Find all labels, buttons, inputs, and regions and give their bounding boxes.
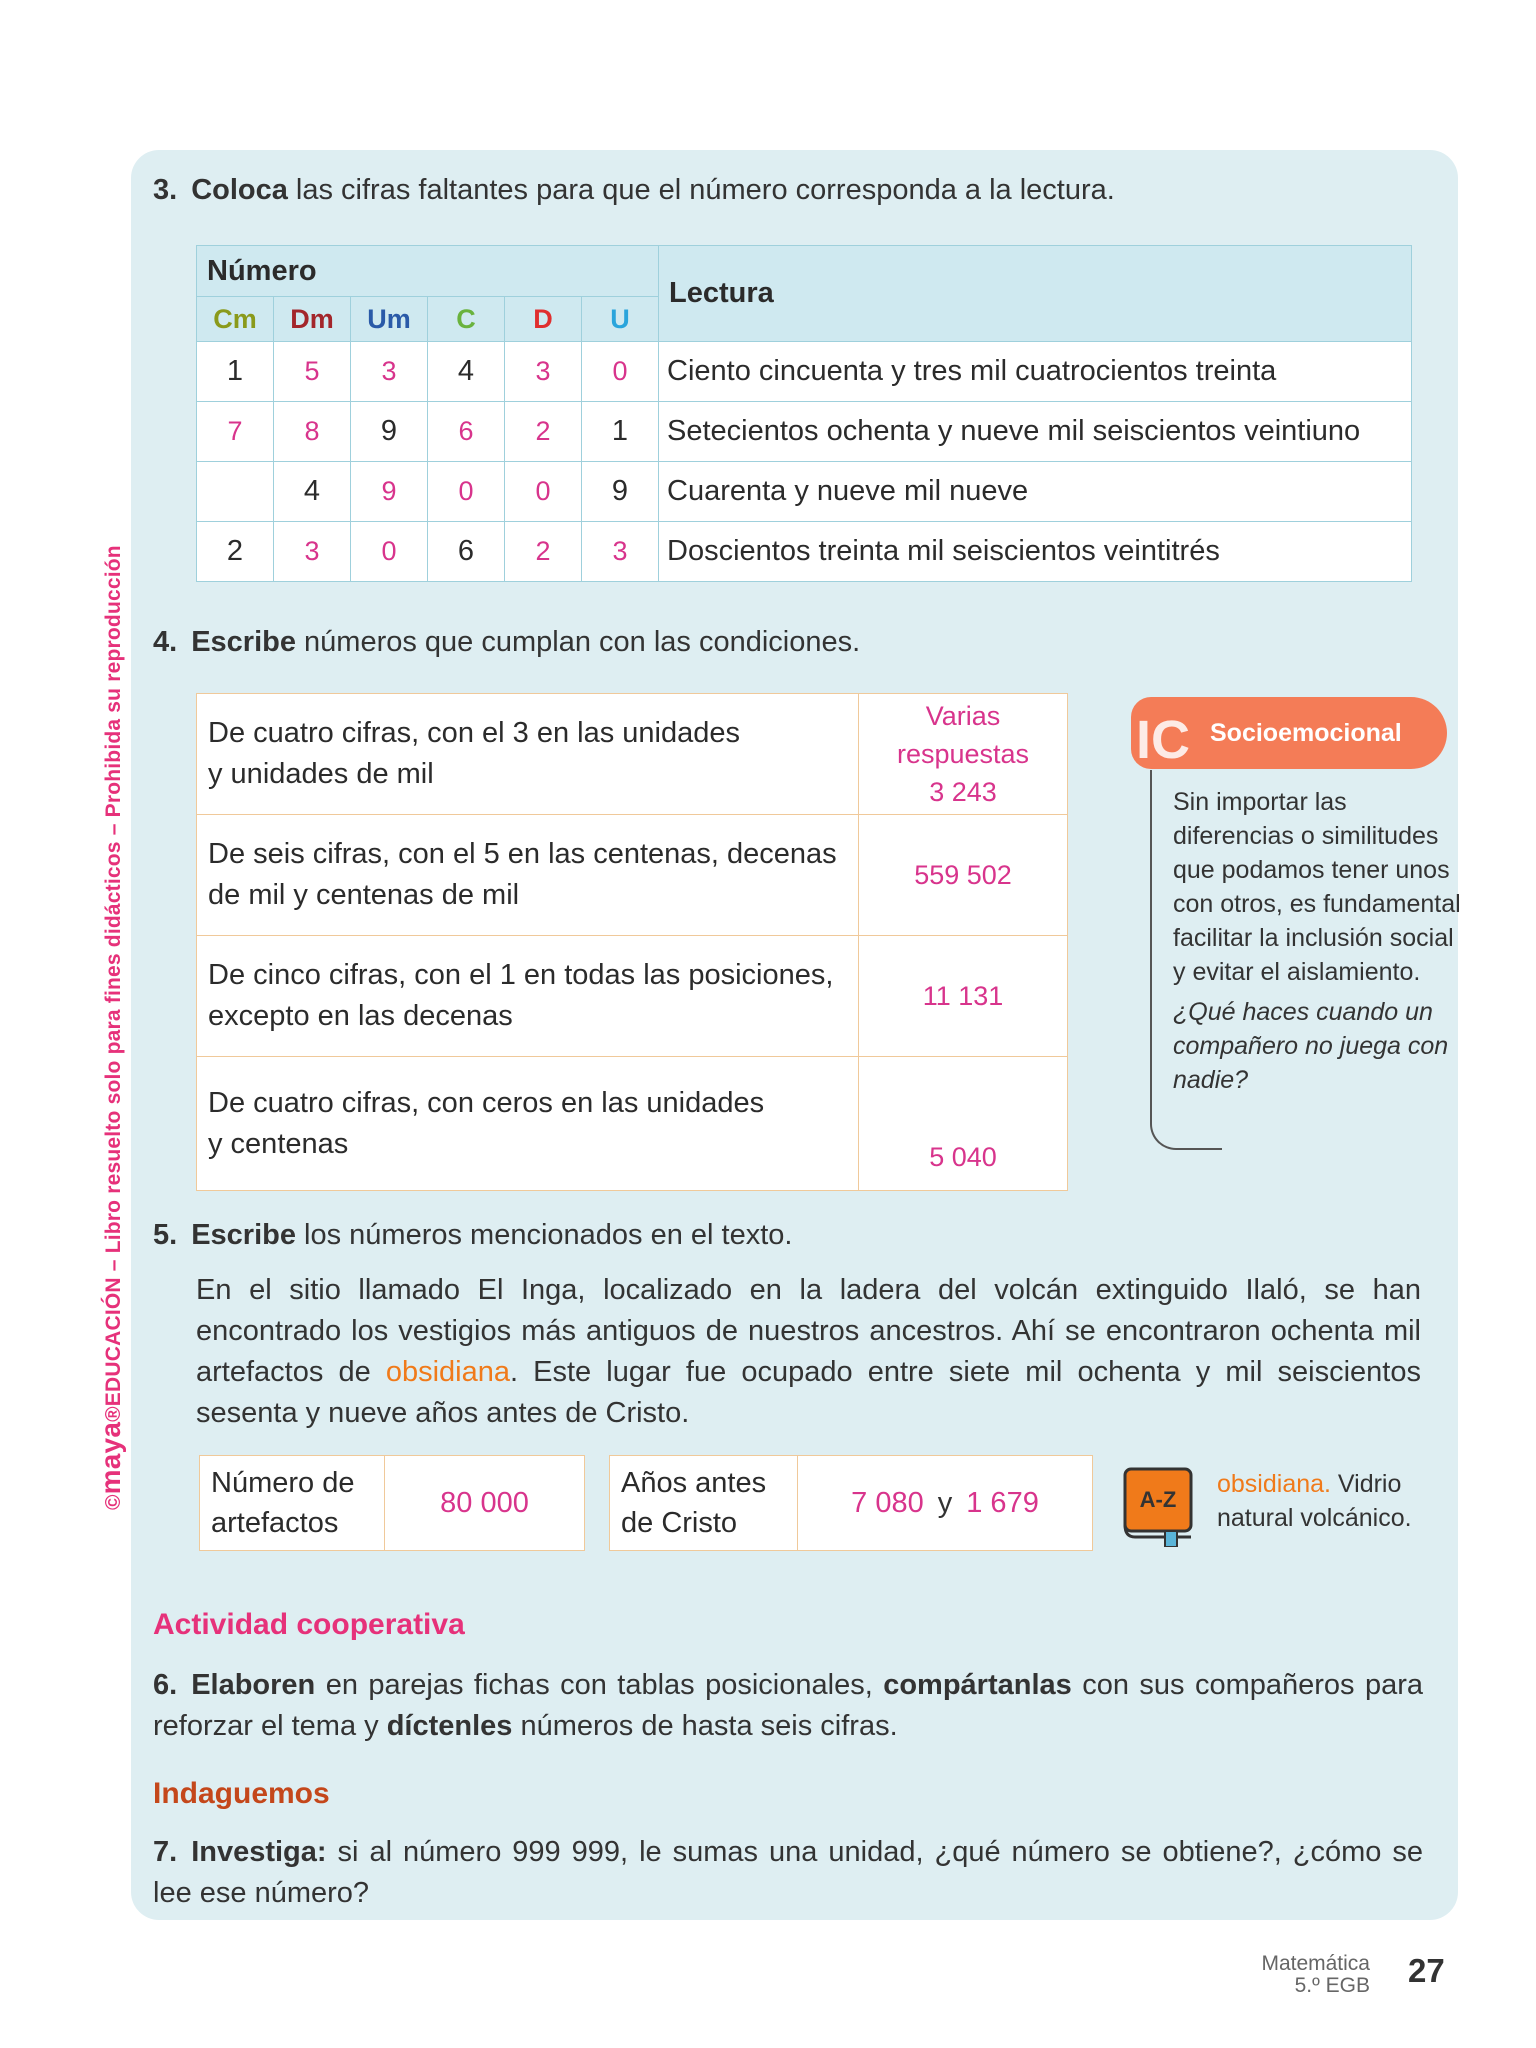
digit-cell: 8 (274, 402, 351, 462)
side-note-text: EDUCACIÓN – Libro resuelto solo para fines didácticos – Prohibida su reproducción (102, 545, 125, 1407)
verb-1: Elaboren (191, 1669, 316, 1701)
digit-cell: 4 (274, 462, 351, 522)
gloss-definition: Vidrio natural volcánico. (1217, 1470, 1412, 1532)
dictionary-book-icon (1123, 1465, 1195, 1547)
digit-cell: 9 (582, 462, 659, 522)
header-lectura: Lectura (659, 246, 1412, 342)
digit-cell: 9 (351, 402, 428, 462)
years-value-b: 1 679 (966, 1487, 1039, 1519)
section-cooperative-title: Actividad cooperativa (153, 1608, 465, 1641)
header-numero: Número (197, 246, 659, 297)
question-number: 7. (153, 1836, 178, 1868)
artifacts-label (200, 1456, 385, 1551)
years-box (609, 1455, 1093, 1551)
condition-line: De seis cifras, con el 5 en las centenas, decenas (208, 838, 837, 870)
text-1: en parejas fichas con tablas posicionales, (315, 1669, 884, 1701)
condition-line: De cinco cifras, con el 1 en todas las posiciones, (208, 959, 834, 991)
digit-cell: 3 (274, 522, 351, 582)
paragraph-part-a: En el sitio llamado El Inga, localizado en la ladera del volcán extinguido Ilaló, se han encontrado los vestigios más antiguos de nuestros ancestros. Ahí se encontraron ochenta mil artefactos de (196, 1274, 1421, 1388)
question-7-prompt (153, 1832, 1423, 1914)
socioemocional-title: Socioemocional (1210, 719, 1402, 747)
digit-cell: 2 (505, 402, 582, 462)
socioemocional-body (1173, 785, 1463, 1097)
years-and: y (937, 1487, 953, 1519)
answer-cell (859, 1057, 1068, 1191)
condition-line: De cuatro cifras, con ceros en las unidades (208, 1086, 765, 1119)
table-row (197, 522, 1412, 582)
digit-cell: 1 (197, 342, 274, 402)
digit-cell: 5 (274, 342, 351, 402)
table-row (197, 694, 1068, 815)
question-number: 5. (153, 1219, 178, 1251)
brand-logo-text: maya (95, 1421, 126, 1495)
paragraph-part-b: . Este lugar fue ocupado entre siete mil ochenta y mil seiscientos sesenta y nueve años antes de Cristo. (196, 1356, 1421, 1429)
digit-cell (197, 462, 274, 522)
table-row (197, 402, 1412, 462)
answer-line: 11 131 (922, 981, 1004, 1011)
question-text: las cifras faltantes para que el número corresponda a la lectura. (287, 174, 1115, 206)
answer-line: 559 502 (914, 860, 1012, 890)
label-line: Número de (211, 1467, 355, 1499)
lectura-cell: Setecientos ochenta y nueve mil seiscientos veintiuno (659, 402, 1412, 462)
answer-line: 5 040 (929, 1142, 997, 1172)
years-label (610, 1456, 798, 1551)
verb-2: compártanlas (883, 1669, 1072, 1701)
question-verb: Escribe (191, 626, 296, 658)
table-row (197, 936, 1068, 1057)
question-4-prompt (153, 622, 1153, 663)
question-3-prompt (153, 170, 1433, 211)
question-6-prompt (153, 1665, 1423, 1747)
artifacts-box (199, 1455, 585, 1551)
socio-question: ¿Qué haces cuando un compañero no juega con nadie? (1173, 998, 1449, 1094)
conditions-table (196, 693, 1068, 1191)
table-row (197, 462, 1412, 522)
digit-cell: 6 (428, 402, 505, 462)
digit-cell: 4 (428, 342, 505, 402)
digit-cell: 6 (428, 522, 505, 582)
condition-cell (197, 694, 859, 815)
az-icon-text: A-Z (1139, 1487, 1177, 1512)
socio-text: Sin importar las diferencias o similitudes que podamos tener unos con otros, es fundamental facilitar la inclusión social y evitar el aislamiento. (1173, 788, 1461, 986)
digit-cell: 0 (351, 522, 428, 582)
digit-cell: 1 (582, 402, 659, 462)
column-header: U (582, 297, 659, 342)
lectura-cell: Cuarenta y nueve mil nueve (659, 462, 1412, 522)
column-header: Dm (274, 297, 351, 342)
years-value-a: 7 080 (851, 1487, 924, 1519)
question-text: los números mencionados en el texto. (295, 1219, 793, 1251)
question-5-prompt (153, 1215, 1153, 1256)
digit-cell: 2 (505, 522, 582, 582)
verb-3: díctenles (386, 1710, 513, 1742)
digit-cell: 0 (582, 342, 659, 402)
registered-mark: ® (102, 1406, 125, 1422)
page-number: 27 (1408, 1952, 1445, 1989)
condition-line: De cuatro cifras, con el 3 en las unidades (208, 717, 740, 749)
answer-line: 3 243 (929, 777, 997, 807)
digit-cell: 3 (505, 342, 582, 402)
digit-cell: 3 (582, 522, 659, 582)
table-row (197, 815, 1068, 936)
column-header: D (505, 297, 582, 342)
text-3: números de hasta seis cifras. (512, 1710, 898, 1742)
side-copyright-note (95, 545, 127, 1510)
lectura-cell: Doscientos treinta mil seiscientos veintitrés (659, 522, 1412, 582)
question-number: 3. (153, 174, 178, 206)
glossary-note (1217, 1467, 1457, 1535)
answer-line: Varias (925, 701, 1001, 731)
lectura-cell: Ciento cincuenta y tres mil cuatrocientos treinta (659, 342, 1412, 402)
condition-line: y unidades de mil (208, 758, 434, 790)
table-row (197, 1057, 1068, 1191)
question-5-paragraph (196, 1270, 1421, 1434)
label-line: de Cristo (621, 1507, 738, 1539)
section-indaguemos-title: Indaguemos (153, 1777, 330, 1810)
question-number: 4. (153, 626, 178, 658)
label-line: Años antes (621, 1467, 767, 1499)
question-verb: Investiga: (191, 1836, 327, 1868)
column-header: Cm (197, 297, 274, 342)
subject-name: Matemática (1261, 1952, 1370, 1975)
answer-cell (859, 815, 1068, 936)
question-verb: Escribe (191, 1219, 296, 1251)
condition-line: excepto en las decenas (208, 1000, 513, 1032)
grade-label: 5.º EGB (1294, 1974, 1370, 1997)
condition-cell (197, 936, 859, 1057)
text-2: con sus compañeros para reforzar el tema y (153, 1669, 1423, 1742)
glossary-term-link: obsidiana (385, 1356, 510, 1388)
question-text: si al número 999 999, le sumas una unidad, ¿qué número se obtiene?, ¿cómo se lee ese número? (153, 1836, 1423, 1909)
column-header: C (428, 297, 505, 342)
condition-cell (197, 815, 859, 936)
ic-badge-icon: IC (1136, 710, 1190, 770)
question-text: números que cumplan con las condiciones. (295, 626, 861, 658)
answer-line: respuestas (896, 739, 1030, 769)
table-row (197, 342, 1412, 402)
digit-cell: 3 (351, 342, 428, 402)
digit-cell: 7 (197, 402, 274, 462)
question-number: 6. (153, 1669, 178, 1701)
condition-line: y centenas (208, 1127, 349, 1160)
years-value (798, 1456, 1093, 1551)
condition-line: de mil y centenas de mil (208, 879, 520, 911)
answer-cell (859, 936, 1068, 1057)
gloss-term: obsidiana. (1217, 1470, 1331, 1498)
digit-cell: 0 (505, 462, 582, 522)
copyright-symbol: © (102, 1494, 125, 1510)
digit-cell: 9 (351, 462, 428, 522)
question-verb: Coloca (191, 174, 288, 206)
artifacts-value: 80 000 (385, 1456, 585, 1551)
answer-cell (859, 694, 1068, 815)
condition-cell (197, 1057, 859, 1191)
footer-subject (1261, 1953, 1370, 1997)
digit-cell: 2 (197, 522, 274, 582)
label-line: artefactos (211, 1507, 339, 1539)
digit-cell: 0 (428, 462, 505, 522)
column-header: Um (351, 297, 428, 342)
place-value-table (196, 245, 1412, 582)
